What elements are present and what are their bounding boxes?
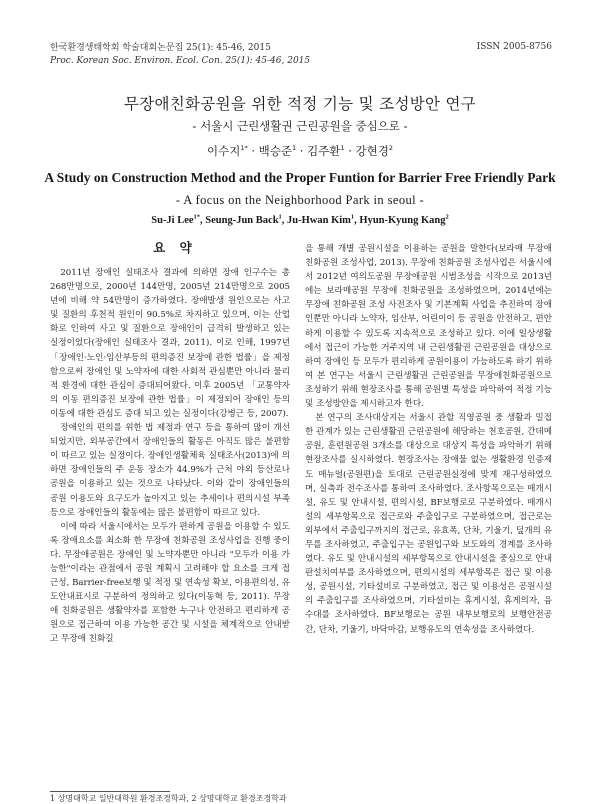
author-affiliation-mark: 1 — [350, 213, 355, 221]
journal-header — [50, 42, 310, 68]
title-en: A Study on Construction Method and the Proper Funtion for Barrier Free Friendly Park — [44, 170, 556, 185]
author-name: Su-Ji Lee — [151, 215, 194, 226]
authors-kr — [0, 143, 600, 159]
title-kr: 무장애친화공원을 위한 적정 기능 및 조성방안 연구 — [123, 95, 477, 113]
abstract-paragraph: 을 통해 개별 공원시설을 이용하는 공원을 말한다(보라매 무장애 친화공원 조성사업, 2013). 무장애 친화공원 조성사업은 서울시에서 2012년 여의도공원 무장애공원 시범조성을 시작으로 2013년에는 보라매공원 무장애 친화공원을 조성하였으며, 2014년에는 무장애 친화공원 조성 사전조사 및 기본계획 사업을 추진하여 장애인뿐만 아니라 노약자, 임산부, 어린이이 등 공원을 안전하고, 편안하게 이용할 수 있도록 지속적으로 조성하고 있다. 이에 일상생활에서 접근이 가능한 거주지역 내 근린생활권 근린공원을 대상으로 하여 장애인 등 모두가 편리하게 공원이용이 가능하도록 하기 위하여 본 연구는 서울시 근린생활권 근린공원을 무장애친화공원으로 조성하기 위해 현장조사를 통해 공원별 특성을 파악하여 적정 기능 및 조성방안을 제시하고자 한다. — [305, 244, 552, 410]
author-affiliation-mark: 1 — [278, 213, 282, 221]
author-affiliation-mark: 1 — [292, 144, 297, 153]
author-separator: , — [281, 215, 288, 226]
author-separator: · — [247, 144, 259, 158]
abstract-right-column — [305, 242, 552, 637]
journal-citation-kr: 한국환경생태학회 학술대회논문집 25(1): 45-46, 2015 — [50, 43, 271, 53]
author-name: 백승준 — [258, 144, 292, 158]
author-separator: , — [354, 215, 360, 226]
author-affiliation-mark: 2 — [445, 213, 449, 221]
author-name: Ju-Hwan Kim — [287, 215, 351, 226]
issn: ISSN 2005-8756 — [476, 42, 552, 52]
subtitle-en: - A focus on the Neighborhood Park in seoul - — [175, 193, 425, 207]
subtitle-kr: - 서울시 근린생활권 근린공원을 중심으로 - — [192, 119, 408, 133]
author-separator: , — [200, 215, 206, 226]
author-name: Seung-Jun Back — [205, 215, 279, 226]
journal-citation-en: Proc. Korean Soc. Environ. Ecol. Con. 25(1): 45-46, 2015 — [50, 56, 311, 66]
author-name: 강현경 — [355, 144, 389, 158]
author-affiliation-mark: 1* — [240, 144, 248, 153]
author-name: 김주환 — [307, 144, 341, 158]
abstract-paragraph: 이에 따라 서울시에서는 모두가 편하게 공원을 이용할 수 있도록 장애요소를 최소화 한 무장애 친화공원 조성사업을 진행 중이다. 무장애공원은 장애인 및 노약자뿐만 아니라 "모두가 이용 가능한"이라는 관점에서 공원 계획시 고려해야 할 요소를 크게 접근성, Barrier-free보행 및 적정 및 연속성 확보, 이용편의성, 유도안내표시로 구분하여 정의하고 있다(이동혁 등, 2011). 무장애 친화공원은 생활약자를 포함한 누구나 안전하고 편리하게 공원으로 접근하여 이용 가능한 공간 및 시설을 체계적으로 안내받고 무장애 친화길 — [50, 521, 290, 645]
footnote-affiliations: 1 상명대학교 일반대학원 환경조경학과, 2 상명대학교 환경조경학과 — [50, 794, 287, 803]
author-name: Hyun-Kyung Kang — [359, 215, 446, 226]
author-separator: · — [296, 144, 308, 158]
author-name: 이수지 — [206, 144, 241, 158]
authors-en — [0, 215, 600, 226]
abstract-heading: 요 약 — [153, 240, 197, 255]
abstract-paragraph: 본 연구의 조사대상지는 서울시 관할 직영공원 중 생활과 밀접한 관계가 있는 근린생활권 근린공원에 해당하는 천호공원, 간데메공원, 훈련원공원 3개소를 대상으로 대상지 특성을 파악하기 위해 현장조사를 실시하였다. 현장조사는 장애물 없는 생활환경 인증제도 매뉴얼(공원편)을 토대로 근린공원실정에 맞게 재구성하였으며, 실측과 전수조사를 통하여 조사하였다. 조사항목으로는 매개시설, 유도 및 안내시설, 편의시설, BF보행로로 구분하였다. 매개시설의 세부항목으로 접근로와 주출입구로 구분하였으며, 접근로는 외부에서 주출입구까지의 접근로, 유효폭, 단차, 기울기, 덮개의 유무를 조사하였고, 주출입구는 공원입구와 보도와의 경계를 조사하였다. 유도 및 안내시설의 세부항목으로 안내시설을 중심으로 안내판설치여부를 조사하였으며, 편의시설의 세부항목은 접근 및 이용성, 공원시설, 기타설비로 구분하였고, 접근 및 이용성은 공원시설의 주출입구를 조사하였으며, 기타설비는 휴게시설, 휴게의자, 음수대를 조사하였다. BF보행로는 공원 내부보행로의 보행안전공간, 단차, 기울기, 바닥마감, 보행유도의 연속성을 조사하였다. — [305, 413, 552, 635]
footnote-rule — [50, 791, 170, 792]
abstract-left-column — [50, 266, 290, 647]
author-affiliation-mark: 1 — [340, 144, 345, 153]
abstract-paragraph: 장애인의 편의를 위한 법 제정과 연구 등을 통하여 많이 개선되었지만, 외부공간에서 장애인들의 활동은 아직도 많은 불편함이 따르고 있는 실정이다. 장애인생활체육 실태조사(2013)에 의하면 장애인들의 주 운동 장소가 44.9%가 근처 야외 등산로나 공원을 이용하고 있는 것으로 나타났다. 이와 같이 장애인들의 공원 이용도와 요구도가 높아지고 있는 추세이나 편의시설 부족 등으로 장애인들의 활동에는 많은 불편함이 따르고 있다. — [50, 423, 290, 518]
abstract-paragraph: 2011년 장애인 실태조사 결과에 의하면 장애 인구수는 총 268만명으로, 2000년 144만명, 2005년 214만명으로 2005년에 비해 약 54만명이 증가하였다. 장애발생 원인으로는 사고 및 질환의 후천적 원인이 90.5%로 차지하고 있으며, 이는 산업화로 인하여 사고 및 질환으로 장애인이 급격히 발생하고 있는 실정이었다(장애인 실태조사 결과, 2011). 이로 인해, 1997년 「장애인·노인·임산부등의 편의증진 보장에 관한 법률」을 제정함으로써 장애인 및 노약자에 대한 사회적 관심뿐만 아니라 물리적 환경에 대한 관심이 증대되어왔다. 이후 2005년 「교통약자의 이동 편의증진 보장에 관한 법률」이 제정되어 장애인 등의 이동에 대한 관심도 증대 되고 있는 실정이다(강병근 등, 2007). — [50, 268, 290, 419]
author-affiliation-mark: 1* — [193, 213, 201, 221]
author-separator: · — [344, 144, 356, 158]
author-affiliation-mark: 2 — [388, 144, 394, 153]
